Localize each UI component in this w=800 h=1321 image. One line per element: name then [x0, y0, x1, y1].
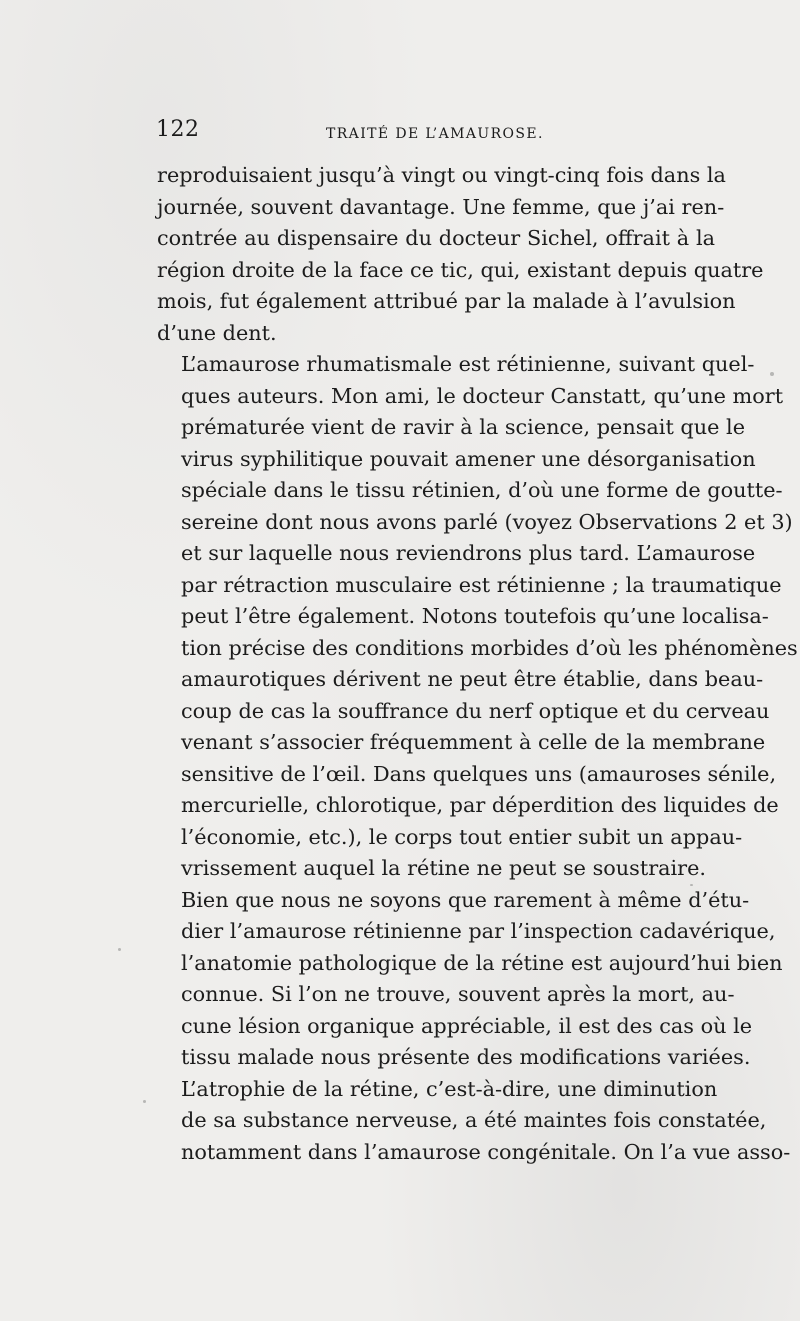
paper-speck — [143, 1100, 146, 1103]
page-header — [156, 117, 716, 147]
text-line: amaurotiques dérivent ne peut être établie, dans beau- — [181, 667, 764, 691]
text-line: coup de cas la souffrance du nerf optique et du cerveau — [181, 698, 770, 723]
text-line: cune lésion organique appréciable, il est des cas où le — [181, 1013, 753, 1038]
text-line: et sur laquelle nous reviendrons plus tard. L’amaurose — [181, 541, 756, 565]
paper-speck — [118, 948, 121, 951]
paragraph — [157, 885, 783, 1074]
body-text — [157, 160, 798, 1168]
text-line: région droite de la face ce tic, qui, existant depuis quatre — [157, 257, 764, 282]
text-line: notamment dans l’amaurose congénitale. On l’a vue asso- — [181, 1139, 791, 1164]
text-line: connue. Si l’on ne trouve, souvent après la mort, au- — [181, 982, 735, 1006]
text-line: journée, souvent davantage. Une femme, que j’ai ren- — [157, 194, 725, 219]
text-line: L’amaurose rhumatismale est rétinienne, suivant quel- — [181, 352, 755, 376]
running-head: TRAITÉ DE L’AMAUROSE. — [326, 126, 544, 142]
text-line: spéciale dans le tissu rétinien, d’où une forme de goutte- — [181, 478, 783, 502]
text-line: sensitive de l’œil. Dans quelques uns (amauroses sénile, — [181, 761, 777, 786]
text-line: tissu malade nous présente des modifications variées. — [181, 1045, 751, 1069]
paragraph — [157, 1074, 791, 1169]
text-line: l’économie, etc.), le corps tout entier subit un appau- — [181, 824, 743, 849]
text-line: peut l’être également. Notons toutefois qu’une localisa- — [181, 604, 769, 628]
text-line: sereine dont nous avons parlé (voyez Observations 2 et 3) — [181, 509, 793, 534]
text-line: d’une dent. — [157, 320, 277, 345]
paper-speck — [770, 372, 774, 376]
text-line: venant s’associer fréquemment à celle de la membrane — [181, 730, 766, 754]
text-line: reproduisaient jusqu’à vingt ou vingt-cinq fois dans la — [157, 163, 726, 187]
text-line: prématurée vient de ravir à la science, pensait que le — [181, 415, 746, 439]
text-line: L’atrophie de la rétine, c’est-à-dire, une diminution — [181, 1076, 718, 1101]
text-line: Bien que nous ne soyons que rarement à même d’étu- — [181, 887, 750, 912]
paragraph — [157, 160, 764, 349]
text-line: de sa substance nerveuse, a été maintes fois constatée, — [181, 1108, 767, 1132]
text-line: virus syphilitique pouvait amener une désorganisation — [181, 446, 756, 471]
paragraph — [157, 349, 798, 885]
text-line: mercurielle, chlorotique, par déperdition des liquides de — [181, 793, 779, 817]
text-line: par rétraction musculaire est rétinienne ; la traumatique — [181, 572, 782, 597]
text-line: mois, fut également attribué par la malade à l’avulsion — [157, 289, 736, 313]
page-number: 122 — [156, 117, 200, 142]
text-line: ques auteurs. Mon ami, le docteur Canstatt, qu’une mort — [181, 383, 784, 408]
text-line: contrée au dispensaire du docteur Sichel, offrait à la — [157, 226, 715, 250]
text-line: vrissement auquel la rétine ne peut se soustraire. — [181, 856, 707, 880]
text-line: dier l’amaurose rétinienne par l’inspection cadavérique, — [181, 919, 776, 943]
text-line: tion précise des conditions morbides d’où les phénomènes — [181, 635, 798, 660]
text-line: l’anatomie pathologique de la rétine est aujourd’hui bien — [181, 950, 783, 975]
